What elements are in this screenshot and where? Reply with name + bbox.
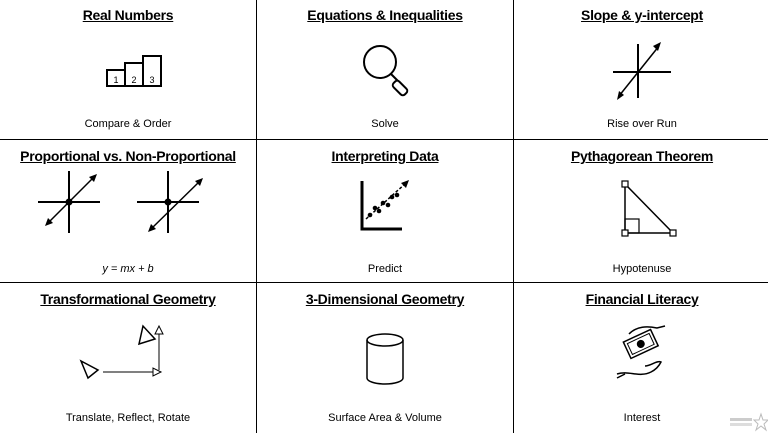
cell-interpreting-data	[257, 141, 513, 285]
cell-title: Pythagorean Theorem	[570, 148, 714, 164]
bar-label: 3	[149, 75, 155, 85]
cell-caption: Hypotenuse	[612, 263, 672, 275]
cell-caption: Interest	[623, 412, 661, 424]
publisher-logo	[728, 412, 768, 432]
cell-pythagorean	[514, 141, 768, 285]
cell-title: Slope & y-intercept	[581, 7, 703, 23]
bar-steps-icon	[0, 30, 256, 110]
cell-title: Financial Literacy	[585, 291, 699, 307]
cell-caption: Solve	[371, 118, 399, 130]
cell-caption: y = mx + b	[102, 263, 154, 275]
cell-title: 3-Dimensional Geometry	[305, 291, 465, 307]
cell-caption: Translate, Reflect, Rotate	[65, 412, 191, 424]
cell-transformational	[0, 284, 256, 428]
cell-caption: Compare & Order	[84, 118, 172, 130]
cell-title: Real Numbers	[82, 7, 174, 23]
cell-title: Equations & Inequalities	[307, 7, 463, 23]
right-triangle-icon	[514, 171, 768, 251]
money-hand-icon	[514, 314, 768, 394]
cell-real-numbers	[0, 0, 256, 144]
cell-caption: Predict	[367, 263, 403, 275]
triangle-transform-icon	[0, 314, 256, 394]
cell-slope	[514, 0, 768, 144]
magnifying-glass-icon	[257, 30, 513, 110]
bar-label: 1	[113, 75, 119, 85]
cell-caption: Surface Area & Volume	[328, 412, 442, 424]
line-on-axes-icon	[514, 30, 768, 110]
cell-title: Proportional vs. Non-Proportional	[20, 148, 236, 164]
cell-title: Interpreting Data	[331, 148, 439, 164]
scatter-plot-icon	[257, 171, 513, 251]
cell-financial	[514, 284, 768, 428]
cell-title: Transformational Geometry	[40, 291, 216, 307]
cell-equations	[257, 0, 513, 144]
cylinder-icon	[257, 314, 513, 394]
cell-caption: Rise over Run	[607, 118, 677, 130]
cell-3d-geometry	[257, 284, 513, 428]
two-lines-on-axes-icon	[0, 171, 256, 251]
cell-proportional	[0, 141, 256, 285]
bar-label: 2	[131, 75, 137, 85]
